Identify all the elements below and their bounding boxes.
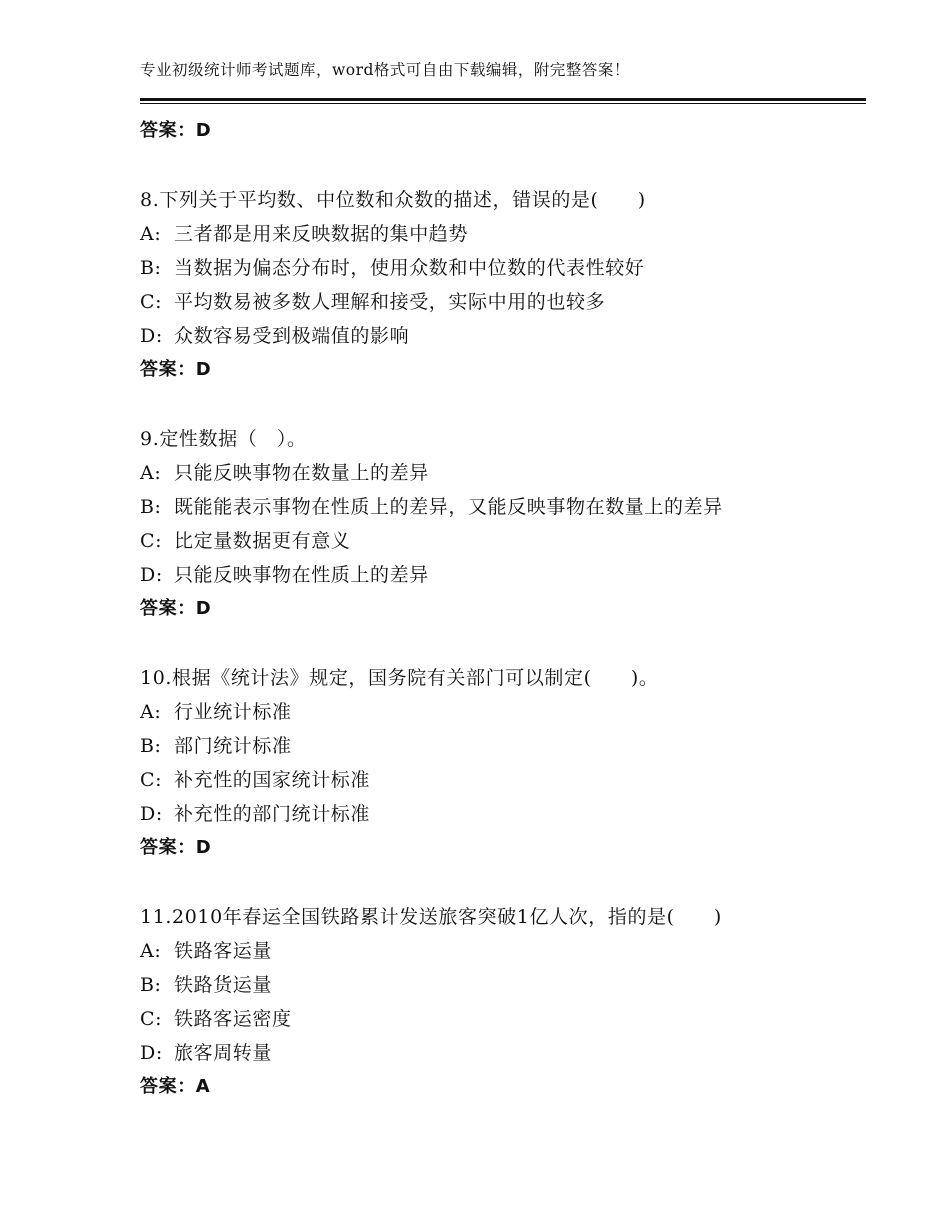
option-label: B: [140, 496, 162, 518]
option-label: C: [140, 1008, 163, 1030]
option-text: 平均数易被多数人理解和接受，实际中用的也较多 [174, 291, 606, 313]
option-text: 只能反映事物在数量上的差异 [174, 462, 429, 484]
option-line [140, 695, 866, 729]
header-rule-thin [140, 103, 866, 104]
option-label: B: [140, 974, 162, 996]
option-label: B: [140, 735, 162, 757]
option-label: C: [140, 291, 163, 313]
option-line [140, 524, 866, 558]
option-text: 补充性的国家统计标准 [174, 769, 371, 791]
option-label: D: [140, 803, 163, 825]
question-stem: 8.下列关于平均数、中位数和众数的描述，错误的是( ) [140, 189, 646, 211]
answer-line: 答案：D [140, 120, 212, 141]
question-block [140, 183, 866, 387]
option-text: 铁路客运量 [174, 940, 273, 962]
option-label: D: [140, 564, 163, 586]
option-label: A: [140, 701, 162, 723]
option-label: B: [140, 257, 162, 279]
option-line [140, 1036, 866, 1070]
option-line [140, 251, 866, 285]
option-label: D: [140, 1042, 163, 1064]
answer-line: 答案：D [140, 598, 212, 619]
option-text: 部门统计标准 [174, 735, 292, 757]
option-line [140, 934, 866, 968]
question-stem: 9.定性数据（ ）。 [140, 428, 307, 450]
option-line [140, 968, 866, 1002]
option-line [140, 763, 866, 797]
spacer [140, 148, 866, 183]
option-text: 三者都是用来反映数据的集中趋势 [174, 223, 469, 245]
question-block [140, 900, 866, 1104]
option-line [140, 558, 866, 592]
option-line [140, 456, 866, 490]
spacer [140, 626, 866, 661]
option-line [140, 285, 866, 319]
option-text: 既能能表示事物在性质上的差异，又能反映事物在数量上的差异 [174, 496, 723, 518]
page-header: 专业初级统计师考试题库，word格式可自由下载编辑，附完整答案！ [140, 61, 630, 79]
option-line [140, 217, 866, 251]
option-label: A: [140, 940, 162, 962]
option-text: 铁路客运密度 [174, 1008, 292, 1030]
answer-line: 答案：D [140, 837, 212, 858]
question-list [140, 114, 866, 1104]
option-line [140, 729, 866, 763]
option-label: A: [140, 223, 162, 245]
spacer [140, 387, 866, 422]
question-stem: 10.根据《统计法》规定，国务院有关部门可以制定( )。 [140, 667, 659, 689]
option-text: 旅客周转量 [174, 1042, 273, 1064]
option-label: D: [140, 325, 163, 347]
option-line [140, 319, 866, 353]
option-line [140, 490, 866, 524]
option-text: 行业统计标准 [174, 701, 292, 723]
option-text: 众数容易受到极端值的影响 [174, 325, 410, 347]
option-label: C: [140, 769, 163, 791]
answer-line: 答案：A [140, 1076, 211, 1097]
option-text: 补充性的部门统计标准 [174, 803, 371, 825]
option-line [140, 1002, 866, 1036]
answer-line: 答案：D [140, 359, 212, 380]
option-text: 比定量数据更有意义 [174, 530, 351, 552]
option-label: A: [140, 462, 162, 484]
option-text: 只能反映事物在性质上的差异 [174, 564, 429, 586]
header-rule-thick [140, 98, 866, 101]
question-stem: 11.2010年春运全国铁路累计发送旅客突破1亿人次，指的是( ) [140, 906, 722, 928]
spacer [140, 865, 866, 900]
option-text: 当数据为偏态分布时，使用众数和中位数的代表性较好 [174, 257, 645, 279]
option-label: C: [140, 530, 163, 552]
question-block [140, 422, 866, 626]
option-text: 铁路货运量 [174, 974, 273, 996]
question-block [140, 661, 866, 865]
option-line [140, 797, 866, 831]
